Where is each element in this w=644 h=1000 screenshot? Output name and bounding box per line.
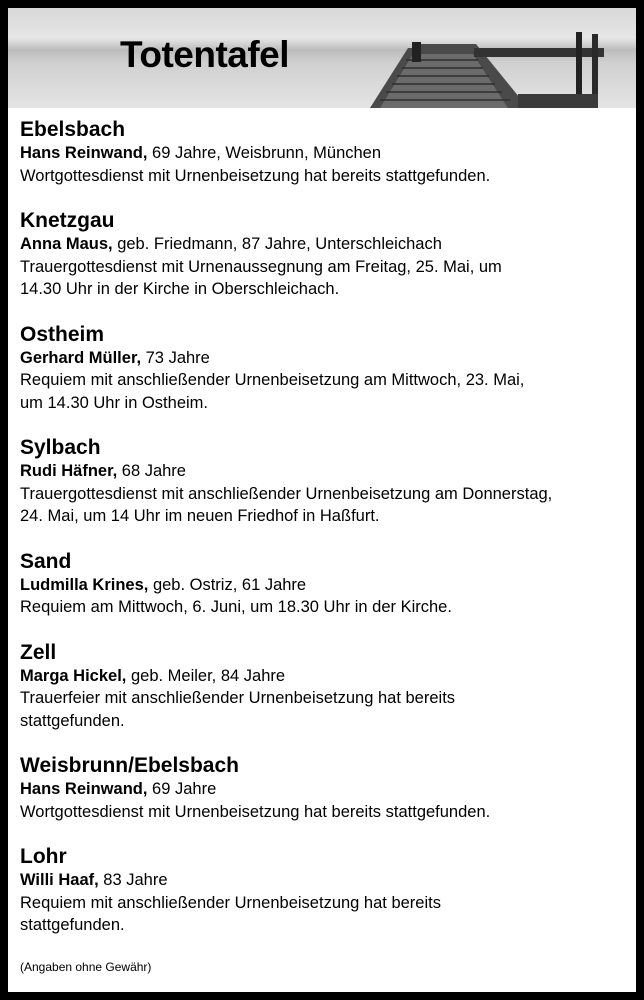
deceased-name: Ludmilla Krines, [20,575,149,594]
deceased-info [20,460,630,483]
obituary-entry [20,323,630,415]
deceased-name: Anna Maus, [20,235,113,253]
service-text: Trauergottesdienst mit Urnenaussegnung am Freitag, 25. Mai, um [20,257,502,276]
deceased-name: Gerhard Müller, [20,348,142,367]
service-text: Requiem mit anschließender Urnenbeisetzung hat bereits [20,893,441,912]
obituary-entry [20,550,630,619]
deceased-name: Hans Reinwand, [20,780,148,798]
entries-list [20,118,630,959]
service-text: stattgefunden. [20,916,125,934]
deceased-details: geb. Ostriz, 61 Jahre [148,575,307,594]
obituary-entry [20,209,630,301]
deceased-info [20,869,630,892]
header-banner [8,8,636,108]
service-text: Trauergottesdienst mit anschließender Urnenbeisetzung am Donnerstag, [20,484,553,503]
deceased-details: 69 Jahre [147,780,217,798]
service-text: Trauerfeier mit anschließender Urnenbeisetzung hat bereits [20,689,456,707]
deceased-details: 68 Jahre [117,462,186,480]
disclaimer: (Angaben ohne Gewähr) [20,960,152,974]
deceased-details: geb. Friedmann, 87 Jahre, Unterschleichach [112,235,442,253]
deceased-info [20,665,630,688]
deceased-details: geb. Meiler, 84 Jahre [126,666,286,685]
deceased-name: Rudi Häfner, [20,462,118,480]
deceased-name: Willi Haaf, [20,871,99,889]
obituary-entry [20,436,630,528]
obituary-entry [20,641,630,733]
place-heading: Lohr [20,845,67,868]
deceased-details: 69 Jahre, Weisbrunn, München [147,144,382,162]
deceased-info [20,347,630,370]
obituary-entry [20,845,630,937]
service-text: Requiem am Mittwoch, 6. Juni, um 18.30 Uhr in der Kirche. [20,598,452,616]
deceased-info [20,574,630,597]
service-text: Requiem mit anschließender Urnenbeisetzung am Mittwoch, 23. Mai, [20,371,525,389]
place-heading: Weisbrunn/Ebelsbach [20,754,239,777]
deceased-info [20,778,630,801]
place-heading: Sylbach [20,436,101,459]
obituary-panel [8,8,636,992]
obituary-entry [20,754,630,823]
deceased-details: 73 Jahre [141,348,210,367]
service-text: 24. Mai, um 14 Uhr im neuen Friedhof in Haßfurt. [20,507,380,525]
service-text: stattgefunden. [20,711,125,730]
service-text: Wortgottesdienst mit Urnenbeisetzung hat bereits stattgefunden. [20,166,491,185]
deceased-details: 83 Jahre [98,871,168,889]
service-text: Wortgottesdienst mit Urnenbeisetzung hat bereits stattgefunden. [20,802,491,821]
obituary-entry [20,118,630,187]
deceased-info [20,233,630,256]
pier-photo [8,8,636,108]
deceased-name: Hans Reinwand, [20,144,148,162]
place-heading: Ostheim [20,322,105,346]
deceased-name: Marga Hickel, [20,666,127,685]
place-heading: Sand [20,549,72,573]
page-title: Totentafel [120,34,290,75]
service-text: 14.30 Uhr in der Kirche in Oberschleichach. [20,280,340,298]
deceased-info [20,142,630,165]
place-heading: Zell [20,640,57,664]
place-heading: Ebelsbach [20,118,126,141]
place-heading: Knetzgau [20,209,115,232]
service-text: um 14.30 Uhr in Ostheim. [20,393,208,412]
